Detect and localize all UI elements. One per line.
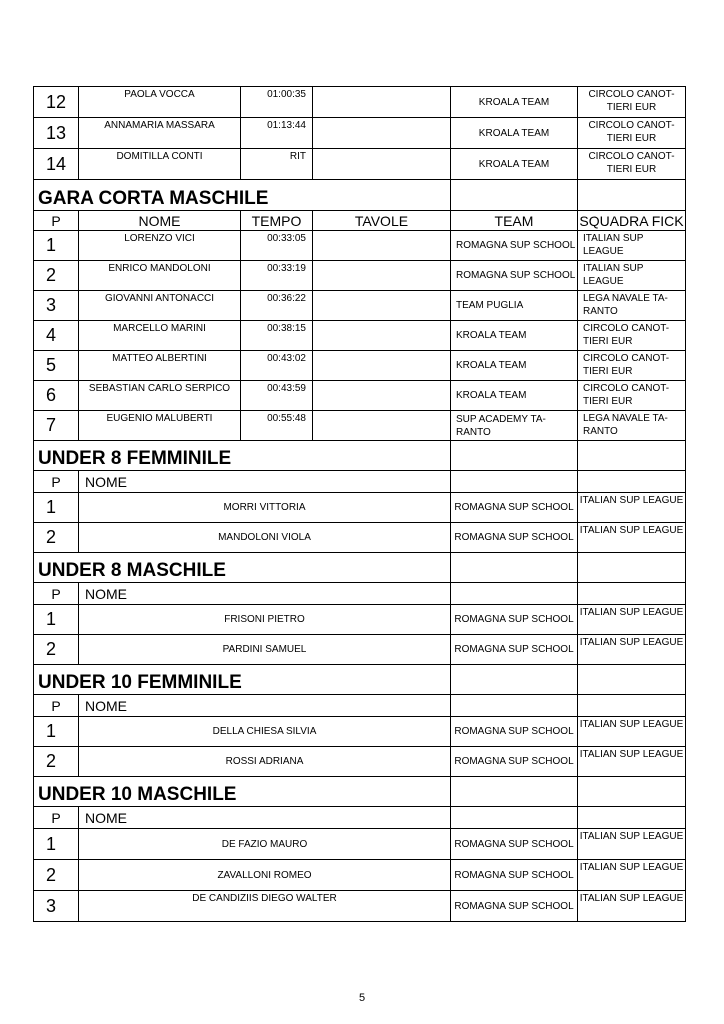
column-header-p: P (34, 471, 79, 493)
table-row (34, 321, 686, 351)
squadra-fick: CIRCOLO CANOT-TIERI EUR (578, 321, 686, 351)
tavole-cell (313, 381, 451, 411)
section-title: UNDER 10 FEMMINILE (34, 665, 451, 695)
section-title: UNDER 10 MASCHILE (34, 777, 451, 807)
column-header-nome: NOME (79, 471, 451, 493)
athlete-name: DELLA CHIESA SILVIA (79, 717, 451, 747)
empty-cell (578, 807, 686, 829)
tavole-cell (313, 351, 451, 381)
squadra-fick: LEGA NAVALE TA-RANTO (578, 411, 686, 441)
position: 2 (34, 261, 79, 291)
athlete-name: DE FAZIO MAURO (79, 829, 451, 860)
section-title-row (34, 441, 686, 471)
empty-cell (451, 665, 578, 695)
athlete-name: PAOLA VOCCA (79, 87, 241, 118)
team: KROALA TEAM (451, 381, 578, 411)
empty-cell (451, 695, 578, 717)
squadra-fick: CIRCOLO CANOT-TIERI EUR (578, 381, 686, 411)
position: 1 (34, 493, 79, 523)
squadra-fick: ITALIAN SUP LEAGUE (578, 860, 686, 891)
race-time: 01:13:44 (241, 118, 313, 149)
tavole-cell (313, 149, 451, 180)
team: ROMAGNA SUP SCHOOL (451, 635, 578, 665)
table-row (34, 891, 686, 922)
position: 2 (34, 523, 79, 553)
column-header-row (34, 695, 686, 717)
tavole-cell (313, 87, 451, 118)
athlete-name: ZAVALLONI ROMEO (79, 860, 451, 891)
race-time: 00:55:48 (241, 411, 313, 441)
section-title-row (34, 777, 686, 807)
table-row (34, 605, 686, 635)
table-row (34, 635, 686, 665)
team: KROALA TEAM (451, 118, 578, 149)
table-row (34, 87, 686, 118)
empty-cell (578, 695, 686, 717)
position: 3 (34, 291, 79, 321)
table-row (34, 291, 686, 321)
page-number: 5 (358, 992, 366, 1004)
race-time: 00:43:02 (241, 351, 313, 381)
athlete-name: EUGENIO MALUBERTI (79, 411, 241, 441)
race-time: RIT (241, 149, 313, 180)
position: 2 (34, 747, 79, 777)
column-header-squadra-fick: SQUADRA FICK (579, 212, 684, 229)
column-header-tavole: TAVOLE (313, 211, 451, 231)
table-row (34, 261, 686, 291)
position: 1 (34, 717, 79, 747)
athlete-name: MARCELLO MARINI (79, 321, 241, 351)
squadra-fick: CIRCOLO CANOT-TIERI EUR (578, 149, 686, 180)
column-header-row (34, 211, 686, 231)
team: ROMAGNA SUP SCHOOL (451, 523, 578, 553)
table-row (34, 860, 686, 891)
athlete-name: MANDOLONI VIOLA (79, 523, 451, 553)
athlete-name: DOMITILLA CONTI (79, 149, 241, 180)
empty-cell (451, 553, 578, 583)
empty-cell (451, 583, 578, 605)
position: 1 (34, 231, 79, 261)
position: 3 (34, 891, 79, 922)
tavole-cell (313, 321, 451, 351)
team: ROMAGNA SUP SCHOOL (451, 231, 578, 261)
empty-cell (578, 665, 686, 695)
athlete-name: SEBASTIAN CARLO SERPICO (79, 381, 241, 411)
tavole-cell (313, 411, 451, 441)
table-row (34, 523, 686, 553)
athlete-name: ROSSI ADRIANA (79, 747, 451, 777)
position: 12 (34, 87, 79, 118)
column-header-p: P (34, 583, 79, 605)
position: 14 (34, 149, 79, 180)
empty-cell (578, 583, 686, 605)
table-row (34, 747, 686, 777)
team: KROALA TEAM (451, 351, 578, 381)
athlete-name: MORRI VITTORIA (79, 493, 451, 523)
empty-cell (451, 180, 578, 211)
column-header-nome: NOME (79, 807, 451, 829)
position: 7 (34, 411, 79, 441)
athlete-name: ENRICO MANDOLONI (79, 261, 241, 291)
empty-cell (451, 777, 578, 807)
team: ROMAGNA SUP SCHOOL (451, 891, 578, 922)
squadra-fick: ITALIAN SUP LEAGUE (578, 635, 686, 665)
empty-cell (578, 441, 686, 471)
position: 1 (34, 605, 79, 635)
empty-cell (451, 471, 578, 493)
race-time: 00:36:22 (241, 291, 313, 321)
table-row (34, 231, 686, 261)
position: 2 (34, 635, 79, 665)
athlete-name: LORENZO VICI (79, 231, 241, 261)
athlete-name: MATTEO ALBERTINI (79, 351, 241, 381)
position: 13 (34, 118, 79, 149)
race-time: 00:43:59 (241, 381, 313, 411)
section-title-row (34, 665, 686, 695)
athlete-name: GIOVANNI ANTONACCI (79, 291, 241, 321)
race-time: 01:00:35 (241, 87, 313, 118)
team: KROALA TEAM (451, 321, 578, 351)
column-header-p: P (34, 695, 79, 717)
section-title: UNDER 8 MASCHILE (34, 553, 451, 583)
team: ROMAGNA SUP SCHOOL (451, 717, 578, 747)
column-header-row (34, 807, 686, 829)
position: 6 (34, 381, 79, 411)
column-header-nome: NOME (79, 211, 241, 231)
athlete-name: ANNAMARIA MASSARA (79, 118, 241, 149)
tavole-cell (313, 231, 451, 261)
team: ROMAGNA SUP SCHOOL (451, 860, 578, 891)
column-header-row (34, 471, 686, 493)
results-table (33, 86, 686, 922)
team: TEAM PUGLIA (451, 291, 578, 321)
table-row (34, 118, 686, 149)
table-row (34, 493, 686, 523)
section-title: UNDER 8 FEMMINILE (34, 441, 451, 471)
position: 2 (34, 860, 79, 891)
squadra-fick: ITALIAN SUP LEAGUE (578, 231, 686, 261)
empty-cell (578, 777, 686, 807)
squadra-fick: ITALIAN SUP LEAGUE (578, 523, 686, 553)
athlete-name: PARDINI SAMUEL (79, 635, 451, 665)
table-row (34, 717, 686, 747)
table-row (34, 381, 686, 411)
column-header-nome: NOME (79, 695, 451, 717)
position: 5 (34, 351, 79, 381)
empty-cell (578, 553, 686, 583)
table-row (34, 149, 686, 180)
column-header-tempo: TEMPO (241, 211, 313, 231)
section-title: GARA CORTA MASCHILE (34, 180, 451, 211)
squadra-fick: ITALIAN SUP LEAGUE (578, 605, 686, 635)
empty-cell (451, 807, 578, 829)
squadra-fick: ITALIAN SUP LEAGUE (578, 493, 686, 523)
team: ROMAGNA SUP SCHOOL (451, 493, 578, 523)
empty-cell (578, 471, 686, 493)
race-time: 00:33:05 (241, 231, 313, 261)
squadra-fick: CIRCOLO CANOT-TIERI EUR (578, 87, 686, 118)
squadra-fick: CIRCOLO CANOT-TIERI EUR (578, 351, 686, 381)
race-time: 00:33:19 (241, 261, 313, 291)
race-time: 00:38:15 (241, 321, 313, 351)
column-header-row (34, 583, 686, 605)
squadra-fick: ITALIAN SUP LEAGUE (578, 747, 686, 777)
column-header-p: P (34, 807, 79, 829)
table-row (34, 351, 686, 381)
section-title-row (34, 180, 686, 211)
squadra-fick: LEGA NAVALE TA-RANTO (578, 291, 686, 321)
table-row (34, 411, 686, 441)
team: KROALA TEAM (451, 87, 578, 118)
team: ROMAGNA SUP SCHOOL (451, 261, 578, 291)
team: KROALA TEAM (451, 149, 578, 180)
athlete-name: DE CANDIZIIS DIEGO WALTER (79, 891, 451, 922)
table-row (34, 829, 686, 860)
section-title-row (34, 553, 686, 583)
empty-cell (578, 180, 686, 211)
team: ROMAGNA SUP SCHOOL (451, 829, 578, 860)
tavole-cell (313, 118, 451, 149)
squadra-fick: ITALIAN SUP LEAGUE (578, 891, 686, 922)
team: SUP ACADEMY TA-RANTO (451, 411, 578, 441)
column-header-p: P (34, 211, 79, 231)
squadra-fick: ITALIAN SUP LEAGUE (578, 829, 686, 860)
tavole-cell (313, 261, 451, 291)
column-header-nome: NOME (79, 583, 451, 605)
tavole-cell (313, 291, 451, 321)
team: ROMAGNA SUP SCHOOL (451, 747, 578, 777)
squadra-fick: ITALIAN SUP LEAGUE (578, 717, 686, 747)
team: ROMAGNA SUP SCHOOL (451, 605, 578, 635)
squadra-fick: ITALIAN SUP LEAGUE (578, 261, 686, 291)
column-header-team: TEAM (451, 211, 578, 231)
squadra-fick: CIRCOLO CANOT-TIERI EUR (578, 118, 686, 149)
athlete-name: FRISONI PIETRO (79, 605, 451, 635)
empty-cell (451, 441, 578, 471)
position: 4 (34, 321, 79, 351)
position: 1 (34, 829, 79, 860)
